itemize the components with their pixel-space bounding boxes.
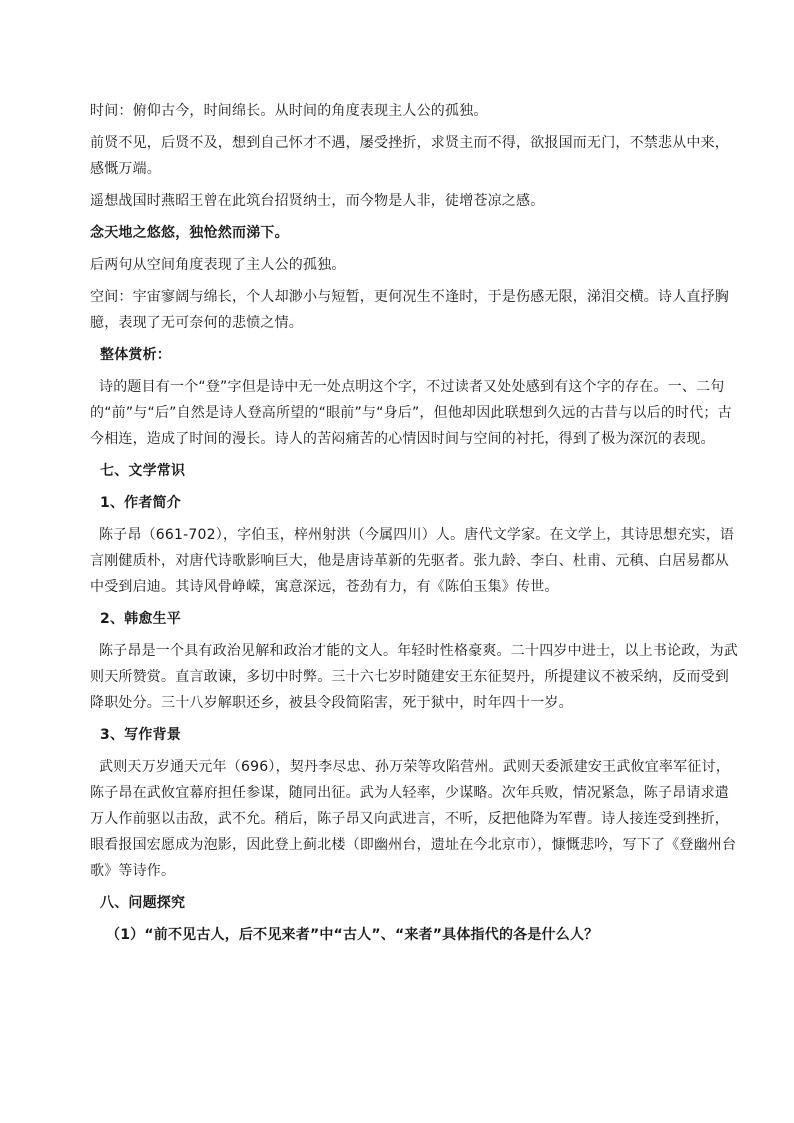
paragraph-author-intro: 陈子昂（661-702），字伯玉，梓州射洪（今属四川）人。唐代文学家。在文学上，其诗思想充实，语言刚健质朴，对唐代诗歌影响巨大，他是唐诗革新的先驱者。张九龄、李白、杜甫、元稹、白居易都从中受到启迪。其诗风骨峥嵘，寓意深远，苍劲有力，有《陈伯玉集》传世。	[90, 527, 735, 595]
paragraph-writing-background: 武则天万岁通天元年（696），契丹李尽忠、孙万荣等攻陷营州。武则天委派建安王武攸宜率军征讨，陈子昂在武攸宜幕府担任参谋，随同出征。武为人轻率，少谋略。次年兵败，情况紧急，陈子昂请求遣万人作前驱以击敌，武不允。稍后，陈子昂又向武进言，不听，反把他降为军曹。诗人接连受到挫折，眼看报国宏愿成为泡影，因此登上蓟北楼（即幽州台，遗址在今北京市），慷慨悲吟，写下了《登幽州台歌》等诗作。	[90, 759, 737, 879]
paragraph-space-intro: 后两句从空间角度表现了主人公的孤独。	[90, 257, 346, 273]
paragraph-sages-analysis: 前贤不见，后贤不及，想到自己怀才不遇，屡受挫折，求贤主而不得，欲报国而无门，不禁悲从中来，感慨万端。	[90, 135, 729, 177]
paragraph-biography: 陈子昂是一个具有政治见解和政治才能的文人。年轻时性格豪爽。二十四岁中进士，以上书论政，为武则天所赞赏。直言敢谏，多切中时弊。三十六七岁时随建安王东征契丹，所提建议不被采纳，反而受到降职处分。三十八岁解职还乡，被县令段简陷害，死于狱中，时年四十一岁。	[90, 643, 738, 711]
section-heading-literary-knowledge: 七、文学常识	[100, 463, 186, 479]
paragraph-space-analysis: 空间：宇宙寥阔与绵长，个人却渺小与短暂，更何况生不逢时，于是伤感无限，涕泪交横。诗人直抒胸臆，表现了无可奈何的悲愤之情。	[90, 289, 729, 331]
paragraph-time-analysis: 时间：俯仰古今，时间绵长。从时间的角度表现主人公的孤独。	[90, 103, 488, 119]
question-1: （1）“前不见古人，后不见来者”中“古人”、“来者”具体指代的各是什么人？	[106, 927, 599, 943]
section-heading-question-exploration: 八、问题探究	[100, 895, 186, 911]
paragraph-yan-zhao-wang: 遥想战国时燕昭王曾在此筑台招贤纳士，而今物是人非，徒增苍凉之感。	[90, 193, 545, 209]
heading-overall-appreciation: 整体赏析：	[100, 347, 171, 363]
subheading-writing-background: 3、写作背景	[100, 727, 181, 743]
subheading-author-intro: 1、作者简介	[100, 495, 181, 511]
paragraph-overall-appreciation: 诗的题目有一个“登”字但是诗中无一处点明这个字，不过读者又处处感到有这个字的存在。一、二句的“前”与“后”自然是诗人登高所望的“眼前”与“身后”，但他却因此联想到久远的古昔与以后的时代；古今相连，造成了时间的漫长。诗人的苦闷痛苦的心情因时间与空间的衬托，得到了极为深沉的表现。	[90, 379, 732, 447]
document-body	[90, 98, 738, 948]
subheading-biography: 2、韩愈生平	[100, 611, 181, 627]
poem-line-quote: 念天地之悠悠，独怆然而涕下。	[90, 225, 289, 241]
